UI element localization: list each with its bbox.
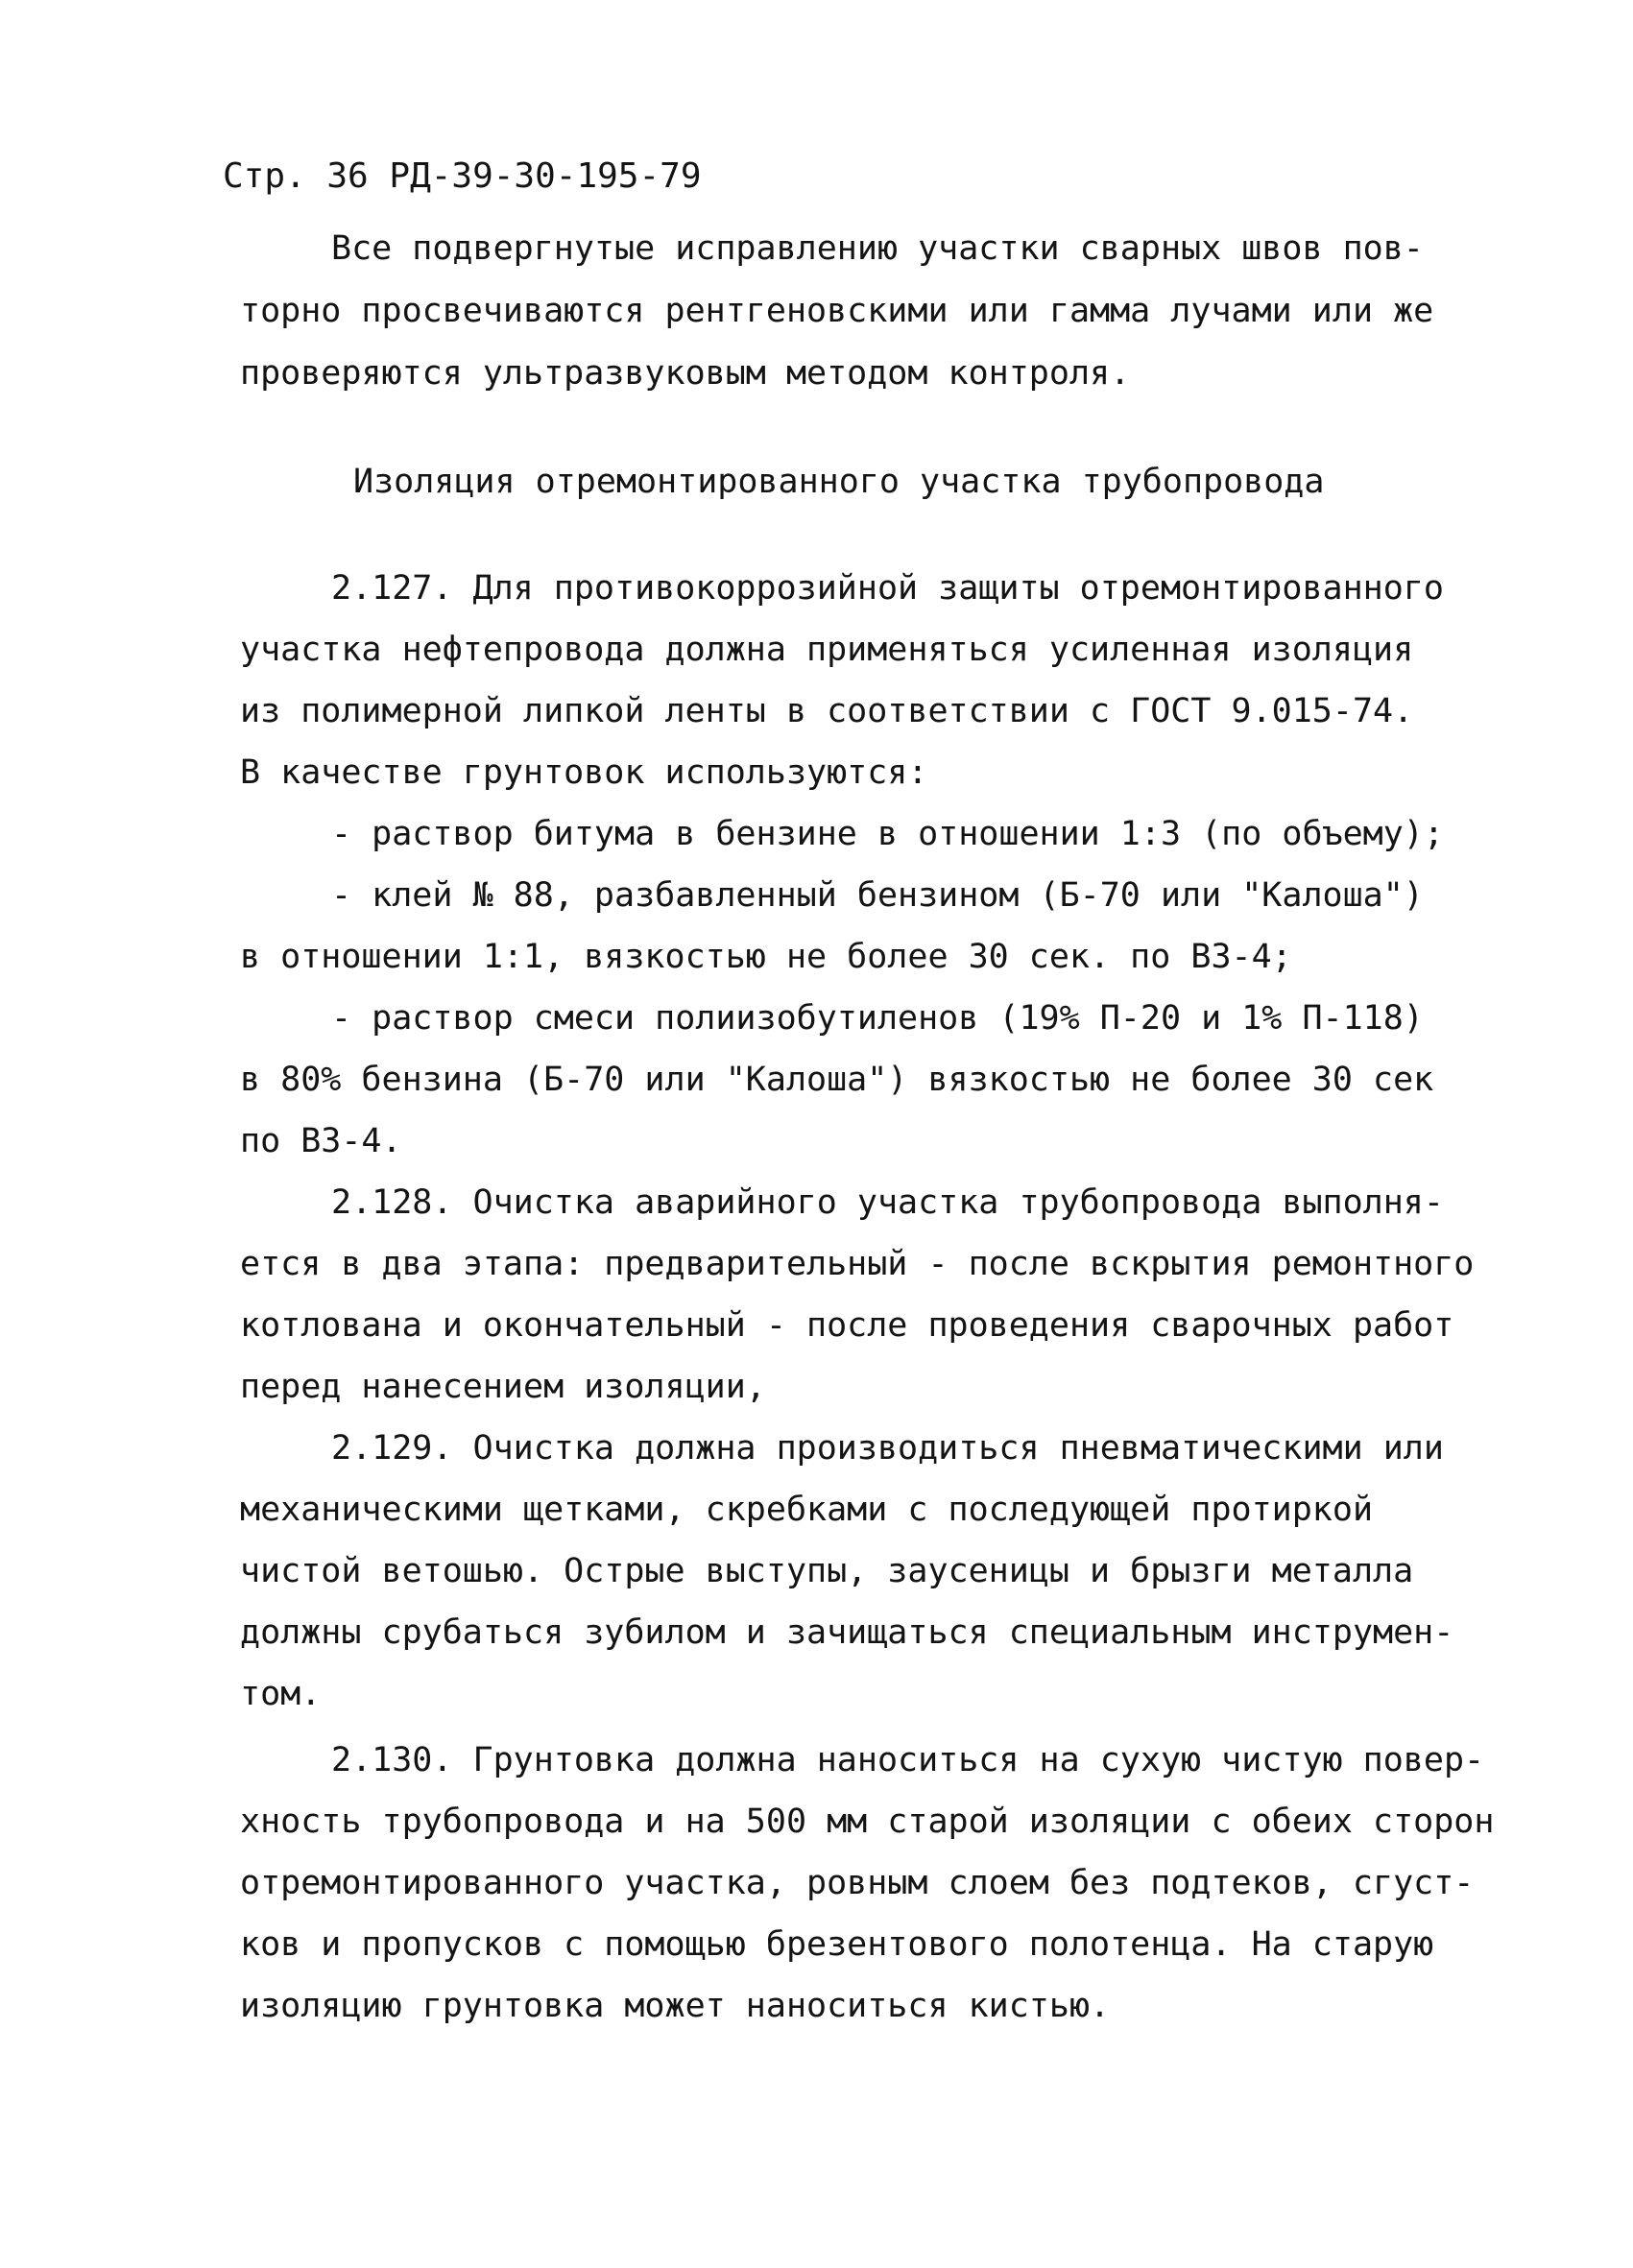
para-128-line-3: котлована и окончательный - после проведения сварочных работ	[240, 1306, 1454, 1345]
para-130-line-5: изоляцию грунтовка может наноситься кистью.	[240, 1987, 1111, 2025]
intro-line-1: Все подвергнутые исправлению участки сварных швов пов-	[331, 229, 1424, 268]
para-127-line-9: в 80% бензина (Б-70 или "Калоша") вязкостью не более 30 сек	[240, 1061, 1434, 1099]
para-127-line-4: В качестве грунтовок используются:	[240, 753, 928, 792]
para-130-line-3: отремонтированного участка, ровным слоем без подтеков, сгуст-	[240, 1864, 1475, 1902]
para-127-line-10: по ВЗ-4.	[240, 1122, 402, 1160]
para-128-line-4: перед нанесением изоляции,	[240, 1368, 766, 1406]
para-128-line-1: 2.128. Очистка аварийного участка трубопровода выполня-	[331, 1183, 1444, 1222]
section-heading: Изоляция отремонтированного участка трубопровода	[353, 463, 1325, 501]
para-127-line-7: в отношении 1:1, вязкостью не более 30 сек. по ВЗ-4;	[240, 938, 1292, 976]
para-130-line-1: 2.130. Грунтовка должна наноситься на сухую чистую повер-	[331, 1741, 1485, 1779]
para-127-line-5: - раствор битума в бензине в отношении 1:3 (по объему);	[331, 815, 1444, 853]
para-129-line-4: должны срубаться зубилом и зачищаться специальным инструмен-	[240, 1613, 1454, 1652]
para-127-line-8: - раствор смеси полиизобутиленов (19% П-20 и 1% П-118)	[331, 999, 1424, 1038]
para-130-line-2: хность трубопровода и на 500 мм старой изоляции с обеих сторон	[240, 1802, 1495, 1841]
page-header: Стр. 36 РД-39-30-195-79	[223, 156, 702, 196]
para-129-line-2: механическими щетками, скребками с последующей протиркой	[240, 1491, 1374, 1529]
para-129-line-3: чистой ветошью. Острые выступы, заусеницы и брызги металла	[240, 1552, 1414, 1590]
para-127-line-2: участка нефтепровода должна применяться усиленная изоляция	[240, 631, 1414, 669]
para-127-line-1: 2.127. Для противокоррозийной защиты отремонтированного	[331, 569, 1444, 608]
para-130-line-4: ков и пропусков с помощью брезентового полотенца. На старую	[240, 1925, 1434, 1964]
para-127-line-3: из полимерной липкой ленты в соответствии с ГОСТ 9.015-74.	[240, 692, 1414, 730]
para-128-line-2: ется в два этапа: предварительный - после вскрытия ремонтного	[240, 1245, 1475, 1283]
intro-line-2: торно просвечиваются рентгеновскими или гамма лучами или же	[240, 292, 1434, 330]
para-127-line-6: - клей № 88, разбавленный бензином (Б-70 или "Калоша")	[331, 876, 1424, 915]
intro-line-3: проверяются ультразвуковым методом контроля.	[240, 354, 1131, 393]
para-129-line-1: 2.129. Очистка должна производиться пневматическими или	[331, 1429, 1444, 1468]
para-129-line-5: том.	[240, 1675, 322, 1713]
